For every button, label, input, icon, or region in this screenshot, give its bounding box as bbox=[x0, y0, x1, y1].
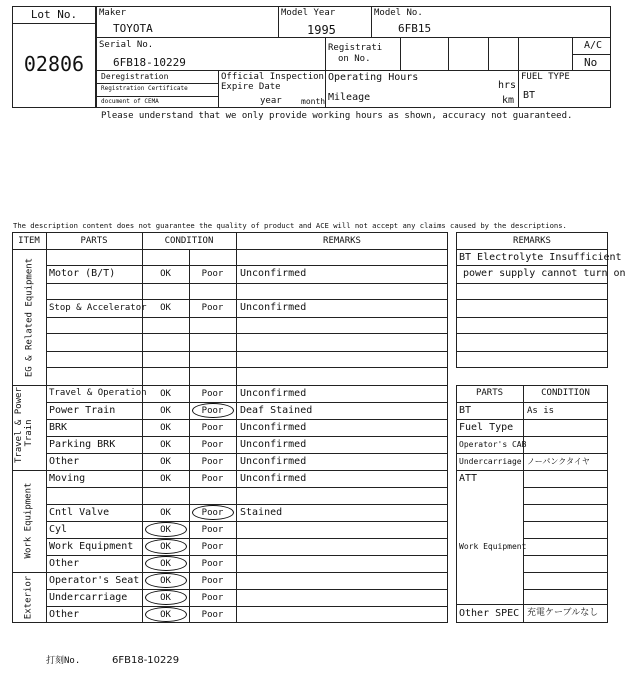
serial-no-label: Serial No. bbox=[99, 40, 154, 50]
km-label: km bbox=[502, 95, 515, 106]
part-under: Undercarriage bbox=[49, 592, 128, 603]
ac-value: No bbox=[584, 56, 598, 69]
part-moving: Moving bbox=[49, 473, 86, 484]
poor-other-ex: Poor bbox=[201, 610, 224, 620]
ok-moving: OK bbox=[160, 474, 171, 484]
document-cema-label: document of CEMA bbox=[101, 98, 159, 105]
ok-work-eq: OK bbox=[160, 542, 171, 552]
ok-under: OK bbox=[160, 593, 171, 603]
part-cntl: Cntl Valve bbox=[49, 507, 110, 518]
ok-selected-mark bbox=[145, 522, 187, 537]
serial-no-value: 6FB18-10229 bbox=[113, 56, 186, 69]
fuel-type-value: BT bbox=[523, 90, 536, 101]
stamp-no-label: 打刻No. bbox=[46, 656, 81, 666]
right-remarks-header: REMARKS bbox=[513, 236, 551, 246]
ok-power: OK bbox=[160, 406, 171, 416]
group-travel-power-label: Travel & Power Train bbox=[14, 387, 34, 463]
stamp-no-value: 6FB18-10229 bbox=[112, 655, 180, 666]
model-no-value: 6FB15 bbox=[398, 22, 432, 35]
ok-selected-mark bbox=[145, 573, 187, 588]
ac-label: A/C bbox=[584, 40, 603, 51]
poor-stop: Poor bbox=[201, 303, 224, 313]
right-remark-line1: BT Electrolyte Insufficient bbox=[459, 252, 622, 263]
lot-no-label: Lot No. bbox=[30, 8, 78, 21]
ok-other-tp: OK bbox=[160, 457, 171, 467]
ok-selected-mark bbox=[145, 556, 187, 571]
remark-stop: Unconfirmed bbox=[240, 302, 307, 313]
right-cond-under: ノーパンクタイヤ bbox=[527, 457, 590, 466]
ok-brk: OK bbox=[160, 423, 171, 433]
ok-stop: OK bbox=[160, 303, 171, 313]
description-notice: The description content does not guarantee the quality of product and ACE will not accept any claims caused by the descriptions. bbox=[13, 221, 567, 230]
remark-power: Deaf Stained bbox=[240, 405, 313, 416]
poor-brk: Poor bbox=[201, 423, 224, 433]
part-parking: Parking BRK bbox=[49, 439, 116, 450]
right-part-other-spec: Other SPEC bbox=[459, 608, 520, 619]
ok-motor: OK bbox=[160, 269, 171, 279]
poor-seat: Poor bbox=[201, 576, 224, 586]
right-part-bt: BT bbox=[459, 405, 472, 416]
remark-parking: Unconfirmed bbox=[240, 439, 307, 450]
model-no-label: Model No. bbox=[374, 8, 423, 18]
registration-label: Registrati bbox=[328, 43, 383, 53]
part-seat: Operator's Seat bbox=[49, 575, 140, 586]
part-other-tp: Other bbox=[49, 456, 80, 467]
poor-other-tp: Poor bbox=[201, 457, 224, 467]
poor-cntl: Poor bbox=[201, 508, 224, 518]
right-cond-bt: As is bbox=[527, 406, 555, 416]
ok-travel: OK bbox=[160, 389, 171, 399]
group-eg-label: EG & Related Equipment bbox=[24, 257, 35, 378]
inspection-label: Official Inspection bbox=[221, 72, 324, 82]
hrs-label: hrs bbox=[498, 80, 517, 91]
part-motor: Motor (B/T) bbox=[49, 268, 116, 279]
group-exterior-label: Exterior bbox=[23, 575, 34, 620]
remark-other-tp: Unconfirmed bbox=[240, 456, 307, 467]
part-stop: Stop & Accelerator bbox=[49, 303, 147, 313]
poor-cyl: Poor bbox=[201, 525, 224, 535]
part-brk: BRK bbox=[49, 422, 68, 433]
right-part-under: Undercarriage bbox=[459, 457, 522, 466]
ok-selected-mark bbox=[145, 607, 187, 622]
right-part-cab: Operator's CAB bbox=[459, 440, 527, 449]
lot-number: 02806 bbox=[23, 52, 85, 76]
model-year-label: Model Year bbox=[281, 8, 336, 18]
remark-cntl: Stained bbox=[240, 507, 283, 518]
part-power: Power Train bbox=[49, 405, 116, 416]
col-condition-header: CONDITION bbox=[164, 236, 214, 246]
poor-under: Poor bbox=[201, 593, 224, 603]
mileage-label: Mileage bbox=[328, 92, 371, 103]
col-parts-header: PARTS bbox=[80, 236, 108, 246]
inspection-label-2: Expire Date bbox=[221, 82, 281, 92]
fuel-type-label: FUEL TYPE bbox=[521, 72, 570, 82]
ok-parking: OK bbox=[160, 440, 171, 450]
poor-moving: Poor bbox=[201, 474, 224, 484]
poor-travel: Poor bbox=[201, 389, 224, 399]
ok-cntl: OK bbox=[160, 508, 171, 518]
ok-selected-mark bbox=[145, 590, 187, 605]
operating-hours-label: Operating Hours bbox=[328, 72, 419, 83]
deregistration-label: Deregistration bbox=[101, 72, 169, 81]
part-work-eq: Work Equipment bbox=[49, 541, 134, 552]
poor-motor: Poor bbox=[201, 269, 224, 279]
ok-selected-mark bbox=[145, 539, 187, 554]
poor-selected-mark bbox=[192, 403, 234, 418]
right-part-work: Work Equipment bbox=[459, 542, 527, 551]
registration-certificate-label: Registration Certificate bbox=[101, 85, 188, 92]
maker-value: TOYOTA bbox=[113, 22, 153, 35]
poor-parking: Poor bbox=[201, 440, 224, 450]
right-col-condition: CONDITION bbox=[541, 388, 590, 398]
poor-power: Poor bbox=[201, 406, 224, 416]
month-label: month bbox=[301, 97, 326, 106]
ok-other-ex: OK bbox=[160, 610, 171, 620]
maker-label: Maker bbox=[99, 8, 127, 18]
model-year-value: 1995 bbox=[307, 23, 336, 37]
part-cyl: Cyl bbox=[49, 524, 68, 535]
right-cond-other-spec: 充電ケーブルなし bbox=[527, 608, 599, 618]
right-remark-line2: power supply cannot turn on bbox=[463, 268, 626, 279]
working-hours-notice: Please understand that we only provide working hours as shown, accuracy not guaranteed. bbox=[101, 111, 573, 121]
part-other-ex: Other bbox=[49, 609, 80, 620]
right-part-fuel: Fuel Type bbox=[459, 422, 514, 433]
year-label: year bbox=[260, 96, 282, 106]
ok-cyl: OK bbox=[160, 525, 171, 535]
poor-selected-mark bbox=[192, 505, 234, 520]
registration-label-2: on No. bbox=[338, 54, 371, 64]
right-col-parts: PARTS bbox=[475, 388, 504, 398]
col-item-header: ITEM bbox=[18, 236, 40, 246]
ok-other-we: OK bbox=[160, 559, 171, 569]
remark-moving: Unconfirmed bbox=[240, 473, 307, 484]
part-other-we: Other bbox=[49, 558, 80, 569]
remark-travel: Unconfirmed bbox=[240, 388, 307, 399]
group-work-label: Work Equipment bbox=[23, 482, 34, 559]
right-part-att: ATT bbox=[459, 473, 478, 484]
poor-other-we: Poor bbox=[201, 559, 224, 569]
remark-motor: Unconfirmed bbox=[240, 268, 307, 279]
remark-brk: Unconfirmed bbox=[240, 422, 307, 433]
part-travel: Travel & Operation bbox=[49, 388, 147, 398]
ok-seat: OK bbox=[160, 576, 171, 586]
col-remarks-header: REMARKS bbox=[323, 236, 361, 246]
poor-work-eq: Poor bbox=[201, 542, 224, 552]
